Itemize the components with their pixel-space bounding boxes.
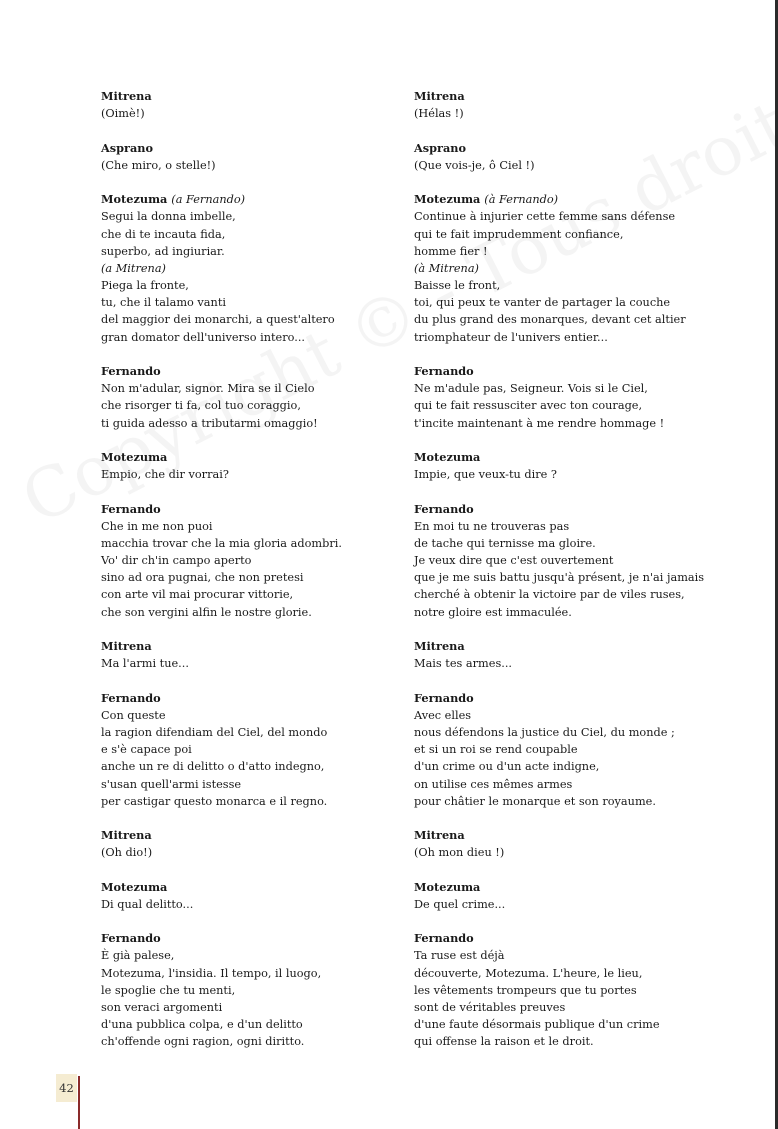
verse-line: découverte, Motezuma. L'heure, le lieu,: [414, 966, 643, 980]
verse-line: È già palese,: [101, 949, 175, 963]
verse-line: (Oh dio!): [101, 846, 153, 860]
verse-line: Avec elles: [414, 708, 472, 722]
dialogue-block: [101, 827, 401, 861]
speaker-label: Fernando: [414, 501, 474, 516]
dialogue-block: [101, 930, 401, 1050]
speaker-name: [414, 879, 714, 896]
dialogue-block: [414, 879, 714, 913]
verse-line: (Que vois-je, ô Ciel !): [414, 158, 535, 172]
dialogue-block: [101, 191, 401, 346]
speaker-name: [414, 191, 714, 208]
dialogue-block: [101, 879, 401, 913]
speaker-label: Mitrena: [414, 639, 465, 653]
dialogue-block: [101, 638, 401, 672]
speaker-label: Mitrena: [414, 828, 465, 843]
verse-line: qui te fait ressusciter avec ton courage,: [414, 399, 643, 413]
verse-line: anche un re di delitto o d'atto indegno,: [101, 760, 325, 774]
verse-line: que je me suis battu jusqu'à présent, je n'ai jamais: [414, 571, 705, 585]
dialogue-block: [414, 827, 714, 861]
dialogue-block: [414, 449, 714, 483]
speaker-label: Mitrena: [101, 639, 152, 653]
verse-line: les vêtements trompeurs que tu portes: [414, 983, 637, 997]
dialogue-block: [414, 191, 714, 346]
stage-direction: (à Mitrena): [414, 261, 479, 275]
speaker-name: [101, 363, 401, 380]
speaker-label: Motezuma: [414, 879, 481, 894]
dialogue-block: [414, 930, 714, 1050]
speaker-name: [414, 827, 714, 844]
italian-text-column: [101, 88, 401, 1068]
page-margin-rule: [78, 1076, 80, 1129]
verse-line: qui te fait imprudemment confiance,: [414, 227, 624, 241]
dialogue-block: [414, 88, 714, 122]
speaker-name: [101, 191, 401, 208]
speaker-label: Asprano: [101, 140, 154, 155]
speaker-label: Fernando: [101, 501, 161, 516]
speaker-label: Fernando: [101, 364, 161, 378]
verse-line: macchia trovar che la mia gloria adombri.: [101, 536, 342, 550]
french-translation-column: [414, 88, 714, 1068]
dialogue-block: [101, 140, 401, 174]
speaker-name: [101, 879, 401, 896]
dialogue-block: [414, 638, 714, 672]
verse-line: triomphateur de l'univers entier...: [414, 330, 608, 344]
verse-line: con arte vil mai procurar vittorie,: [101, 588, 294, 602]
verse-line: toi, qui peux te vanter de partager la couche: [414, 296, 671, 310]
verse-line: Continue à injurier cette femme sans défense: [414, 210, 676, 224]
verse-line: Ne m'adule pas, Seigneur. Vois si le Ciel,: [414, 382, 648, 396]
speaker-label: Fernando: [414, 364, 474, 378]
speaker-label: Fernando: [101, 931, 161, 946]
verse-line: du plus grand des monarques, devant cet altier: [414, 313, 686, 327]
verse-line: Piega la fronte,: [101, 279, 189, 293]
speaker-name: [101, 88, 401, 105]
speaker-name: [414, 930, 714, 947]
verse-line: sont de véritables preuves: [414, 1000, 566, 1014]
speaker-name: [101, 930, 401, 947]
stage-direction: (a Fernando): [171, 193, 246, 207]
verse-line: Ma l'armi tue...: [101, 657, 189, 671]
speaker-label: Fernando: [414, 931, 474, 946]
verse-line: Ta ruse est déjà: [414, 949, 505, 963]
dialogue-block: [101, 363, 401, 432]
speaker-label: Mitrena: [414, 89, 465, 103]
verse-line: Segui la donna imbelle,: [101, 210, 236, 224]
dialogue-block: [414, 140, 714, 174]
verse-line: la ragion difendiam del Ciel, del mondo: [101, 725, 328, 739]
speaker-name: [101, 449, 401, 466]
speaker-label: Motezuma: [101, 192, 168, 207]
speaker-label: Motezuma: [414, 449, 481, 464]
verse-line: superbo, ad ingiuriar.: [101, 244, 225, 258]
verse-line: Baisse le front,: [414, 279, 501, 293]
verse-line: En moi tu ne trouveras pas: [414, 519, 570, 533]
verse-line: s'usan quell'armi istesse: [101, 777, 242, 791]
verse-line: Impie, que veux-tu dire ?: [414, 468, 557, 482]
speaker-label: Mitrena: [101, 89, 152, 103]
speaker-label: Fernando: [414, 690, 474, 705]
verse-line: Non m'adular, signor. Mira se il Cielo: [101, 382, 315, 396]
verse-line: d'un crime ou d'un acte indigne,: [414, 760, 600, 774]
verse-line: homme fier !: [414, 244, 488, 258]
page-number: 42: [56, 1074, 77, 1102]
verse-line: per castigar questo monarca e il regno.: [101, 794, 328, 808]
verse-line: le spoglie che tu menti,: [101, 983, 236, 997]
verse-line: cherché à obtenir la victoire par de viles ruses,: [414, 588, 685, 602]
verse-line: e s'è capace poi: [101, 743, 192, 757]
verse-line: pour châtier le monarque et son royaume.: [414, 794, 656, 808]
verse-line: gran domator dell'universo intero...: [101, 330, 306, 344]
verse-line: (Oh mon dieu !): [414, 846, 505, 860]
verse-line: sino ad ora pugnai, che non pretesi: [101, 571, 304, 585]
speaker-name: [414, 638, 714, 655]
speaker-name: [414, 363, 714, 380]
speaker-label: Motezuma: [101, 879, 168, 894]
dialogue-block: [414, 690, 714, 810]
verse-line: ch'offende ogni ragion, ogni diritto.: [101, 1035, 305, 1049]
verse-line: son veraci argomenti: [101, 1000, 223, 1014]
dialogue-block: [101, 449, 401, 483]
verse-line: t'incite maintenant à me rendre hommage !: [414, 416, 665, 430]
verse-line: De quel crime...: [414, 897, 506, 911]
verse-line: Mais tes armes...: [414, 657, 513, 671]
dialogue-block: [101, 501, 401, 621]
stage-direction: (a Mitrena): [101, 261, 166, 275]
speaker-name: [414, 88, 714, 105]
verse-line: (Che miro, o stelle!): [101, 158, 216, 172]
stage-direction: (à Fernando): [484, 193, 559, 207]
verse-line: Con queste: [101, 708, 166, 722]
speaker-name: [101, 827, 401, 844]
verse-line: del maggior dei monarchi, a quest'altero: [101, 313, 335, 327]
speaker-name: [414, 449, 714, 466]
verse-line: qui offense la raison et le droit.: [414, 1035, 594, 1049]
speaker-name: [414, 690, 714, 707]
verse-line: ti guida adesso a tributarmi omaggio!: [101, 416, 318, 430]
dialogue-block: [101, 690, 401, 810]
verse-line: Empio, che dir vorrai?: [101, 468, 229, 482]
verse-line: tu, che il talamo vanti: [101, 296, 226, 310]
verse-line: notre gloire est immaculée.: [414, 605, 572, 619]
verse-line: che di te incauta fida,: [101, 227, 226, 241]
verse-line: Vo' dir ch'in campo aperto: [101, 554, 252, 568]
dialogue-block: [101, 88, 401, 122]
speaker-name: [101, 690, 401, 707]
speaker-label: Fernando: [101, 690, 161, 705]
speaker-name: [101, 501, 401, 518]
verse-line: nous défendons la justice du Ciel, du monde ;: [414, 725, 675, 739]
verse-line: Je veux dire que c'est ouvertement: [414, 554, 614, 568]
speaker-name: [101, 638, 401, 655]
verse-line: d'una pubblica colpa, e d'un delitto: [101, 1018, 303, 1032]
speaker-name: [414, 140, 714, 157]
speaker-name: [414, 501, 714, 518]
verse-line: et si un roi se rend coupable: [414, 743, 578, 757]
speaker-label: Mitrena: [101, 828, 152, 843]
verse-line: (Oimè!): [101, 107, 145, 121]
speaker-label: Asprano: [414, 140, 467, 155]
dialogue-block: [414, 363, 714, 432]
verse-line: che son vergini alfin le nostre glorie.: [101, 605, 312, 619]
verse-line: d'une faute désormais publique d'un crime: [414, 1018, 660, 1032]
verse-line: Motezuma, l'insidia. Il tempo, il luogo,: [101, 966, 322, 980]
speaker-name: [101, 140, 401, 157]
verse-line: Che in me non puoi: [101, 519, 213, 533]
verse-line: che risorger ti fa, col tuo coraggio,: [101, 399, 301, 413]
verse-line: de tache qui ternisse ma gloire.: [414, 536, 596, 550]
verse-line: Di qual delitto...: [101, 897, 194, 911]
speaker-label: Motezuma: [414, 192, 481, 207]
verse-line: (Hélas !): [414, 107, 464, 121]
speaker-label: Motezuma: [101, 449, 168, 464]
verse-line: on utilise ces mêmes armes: [414, 777, 573, 791]
dialogue-block: [414, 501, 714, 621]
